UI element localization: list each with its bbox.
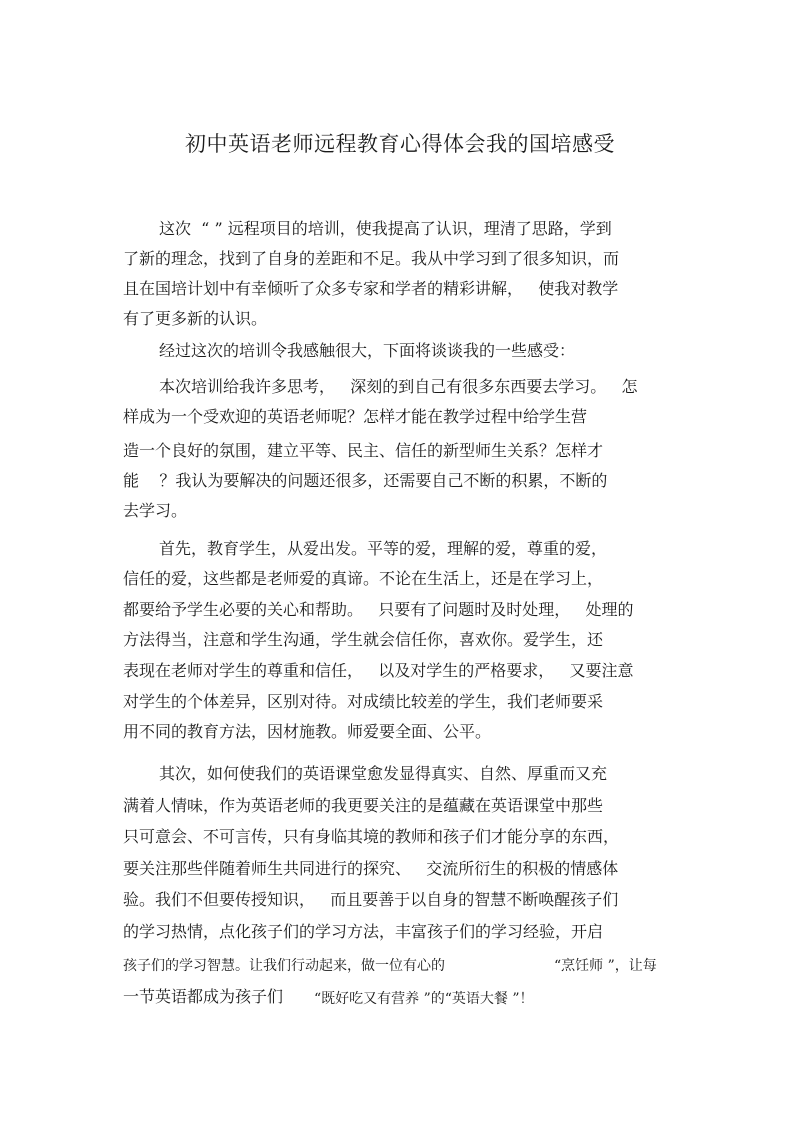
paragraph-line: 首先，教育学生，从爱出发。平等的爱，理解的爱，尊重的爱， bbox=[159, 539, 608, 558]
paragraph-line: “既好吃又有营养 ”的“英语大餐 ”！ bbox=[314, 991, 534, 1007]
paragraph-line: 信任的爱，这些都是老师爱的真谛。不论在生活上，还是在学习上， bbox=[123, 569, 604, 588]
paragraph-line: 方法得当，注意和学生沟通，学生就会信任你，喜欢你。爱学生，还 bbox=[123, 630, 604, 649]
paragraph-line: 验。我们不但要传授知识， 而且要善于以自身的智慧不断唤醒孩子们 bbox=[123, 890, 619, 909]
paragraph-line: 造一个良好的氛围，建立平等、民主、信任的新型师生关系？怎样才 bbox=[123, 441, 604, 460]
paragraph-line: 经过这次的培训令我感触很大，下面将谈谈我的一些感受： bbox=[159, 341, 576, 360]
paragraph-line: 一节英语都成为孩子们 bbox=[123, 987, 284, 1006]
paragraph-line: 只可意会、不可言传，只有身临其境的教师和孩子们才能分享的东西， bbox=[123, 827, 620, 846]
paragraph-line: 要关注那些伴随着师生共同进行的探究、 交流所衍生的积极的情感体 bbox=[123, 859, 619, 878]
paragraph-line: 孩子们的学习智慧。让我们行动起来，做一位有心的 bbox=[123, 958, 445, 974]
paragraph-line: 且在国培计划中有幸倾听了众多专家和学者的精彩讲解， 使我对教学 bbox=[123, 279, 619, 298]
paragraph-line: 样成为一个受欢迎的英语老师呢？怎样才能在教学过程中给学生营 bbox=[123, 407, 588, 426]
paragraph-line: 的学习热情，点化孩子们的学习方法，丰富孩子们的学习经验，开启 bbox=[123, 922, 604, 941]
paragraph-line: 都要给予学生必要的关心和帮助。 只要有了问题时及时处理， 处理的 bbox=[123, 600, 634, 619]
paragraph-line: 表现在老师对学生的尊重和信任， 以及对学生的严格要求， 又要注意 bbox=[123, 661, 634, 680]
paragraph-line: 去学习。 bbox=[123, 501, 188, 520]
paragraph-line: 本次培训给我许多思考， 深刻的到自己有很多东西要去学习。 怎 bbox=[159, 377, 638, 396]
paragraph-line: 能 ？我认为要解决的问题还很多，还需要自己不断的积累，不断的 bbox=[123, 471, 608, 490]
paragraph-line: 其次，如何使我们的英语课堂愈发显得真实、自然、厚重而又充 bbox=[159, 764, 608, 783]
paragraph-line: 有了更多新的认识。 bbox=[123, 309, 268, 328]
paragraph-line: “烹饪师 ”，让每 bbox=[554, 958, 657, 974]
document-title: 初中英语老师远程教育心得体会我的国培感受 bbox=[185, 132, 615, 156]
paragraph-line: 用不同的教育方法，因材施教。师爱要全面、公平。 bbox=[123, 722, 492, 741]
paragraph-line: 满着人情味，作为英语老师的我更要关注的是蕴藏在英语课堂中那些 bbox=[123, 796, 604, 815]
paragraph-line: 对学生的个体差异，区别对待。对成绩比较差的学生，我们老师要采 bbox=[123, 692, 604, 711]
paragraph-line: 这次 “ ” 远程项目的培训，使我提高了认识，理清了思路，学到 bbox=[159, 219, 612, 238]
paragraph-line: 了新的理念，找到了自身的差距和不足。我从中学习到了很多知识，而 bbox=[123, 249, 620, 268]
